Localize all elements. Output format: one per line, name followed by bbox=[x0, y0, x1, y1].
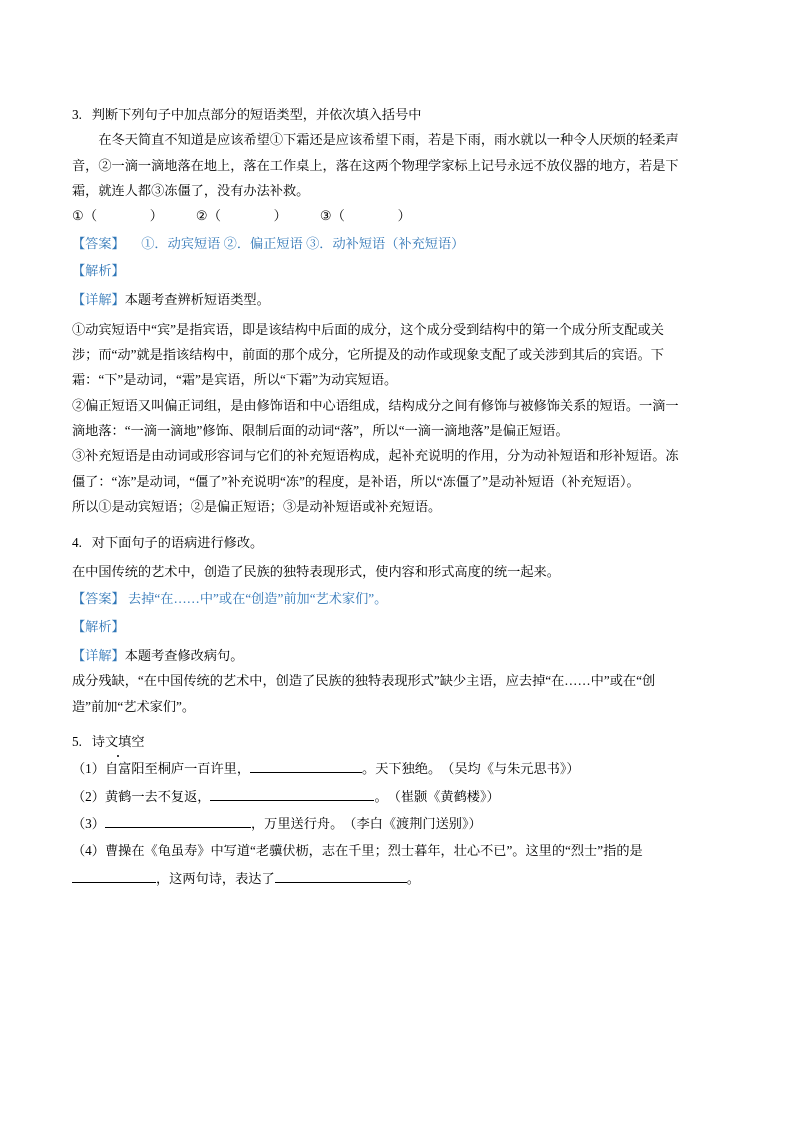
question-3-para4: 所以①是动宾短语；②是偏正短语；③是动补短语或补充短语。 bbox=[72, 499, 442, 515]
item-4-blank-2[interactable] bbox=[275, 882, 407, 883]
item-1-blank[interactable] bbox=[250, 772, 362, 773]
answer-tag: 【答案】 bbox=[72, 591, 125, 607]
question-5-item-3 bbox=[72, 811, 721, 836]
question-3-number: 3. bbox=[72, 107, 82, 122]
item-4-end: 。 bbox=[406, 870, 420, 886]
item-4-blank-1[interactable] bbox=[72, 882, 156, 883]
detail-tag: 【详解】 bbox=[72, 292, 125, 308]
question-4-prompt: 对下面句子的语病进行修改。 bbox=[91, 534, 264, 550]
item-3-mid: ，万里送行舟。 （李白《渡荆门送别》） bbox=[250, 815, 482, 831]
question-5-item-2 bbox=[72, 784, 721, 809]
question-3-para3-line-1: ③补充短语是由动词或形容词与它们的补充短语构成，起补充说明的作用，分为动补短语和形补短语。冻 bbox=[72, 448, 679, 464]
item-1-mid: 。天下独绝。 （吴均《与朱元思书》） bbox=[362, 761, 580, 777]
item-2-pre: （2）黄鹤一去不复返， bbox=[72, 788, 211, 804]
question-5-item-4-line-1: （4）曹操在《龟虽寿》中写道“老骥伏枥，志在千里；烈士暮年，壮心不已”。这里的“烈士”指的是 bbox=[72, 843, 643, 859]
question-4-analysis-tag: 【解析】 bbox=[72, 618, 125, 634]
question-3-para2-line-1: ②偏正短语又叫偏正词组，是由修饰语和中心语组成，结构成分之间有修饰与被修饰关系的短语。一滴一 bbox=[72, 397, 679, 413]
detail-tag: 【详解】 bbox=[72, 647, 125, 663]
question-3-heading bbox=[72, 102, 721, 127]
question-4-sentence: 在中国传统的艺术中，创造了民族的独特表现形式，使内容和形式高度的统一起来。 bbox=[72, 563, 560, 579]
question-3-passage-line-1: 在冬天简直不知道是应该希望①下霜还是应该希望下雨，若是下雨，雨水就以一种令人厌烦的轻柔声 bbox=[98, 132, 679, 148]
question-3-passage-line-2: 音，②一滴一滴地落在地上，落在工作桌上，落在这两个物理学家标上记号永远不放仪器的地方，若是下 bbox=[72, 157, 679, 173]
answer-tag: 【答案】 bbox=[72, 235, 125, 251]
item-3-pre: （3） bbox=[72, 815, 105, 831]
question-3-para1-line-2: 涉；而“动”就是指该结构中，前面的那个成分，它所提及的动作或现象支配了或关涉到其后的宾语。下 bbox=[72, 347, 664, 363]
question-5-heading bbox=[72, 729, 721, 754]
question-5-item-4-line-2 bbox=[72, 866, 721, 891]
answer-text: 去掉“在……中”或在“创造”前加“艺术家们”。 bbox=[128, 591, 388, 607]
question-3-para2-line-2: 滴地落：“一滴一滴地”修饰、限制后面的动词“落”，所以“一滴一滴地落”是偏正短语。 bbox=[72, 423, 569, 439]
answer-text: ①．动宾短语 ②．偏正短语 ③．动补短语（补充短语） bbox=[141, 235, 465, 251]
question-4-heading bbox=[72, 530, 721, 555]
question-3-prompt: 判断下列句子中加点部分的短语类型，并依次填入括号中 bbox=[91, 107, 422, 122]
item-2-blank[interactable] bbox=[210, 800, 374, 801]
question-4-number: 4. bbox=[72, 534, 82, 550]
question-4-detail-line-1: 成分残缺，“在中国传统的艺术中，创造了民族的独特表现形式”缺少主语，应去掉“在……中”或在“创 bbox=[72, 673, 656, 689]
detail-text: 本题考查修改病句。 bbox=[124, 647, 244, 663]
question-3-para1-line-1: ①动宾短语中“宾”是指宾语，即是该结构中后面的成分，这个成分受到结构中的第一个成分所支配或关 bbox=[72, 321, 664, 337]
question-5-prompt: 诗文填空 bbox=[92, 729, 145, 754]
detail-text: 本题考查辨析短语类型。 bbox=[124, 292, 270, 308]
question-5-number: 5. bbox=[72, 733, 82, 749]
question-3-answer bbox=[72, 231, 721, 256]
question-3-analysis-tag: 【解析】 bbox=[72, 263, 125, 279]
question-4-detail bbox=[72, 643, 721, 668]
item-3-blank[interactable] bbox=[105, 827, 251, 828]
item-2-mid: 。 （崔颢《黄鹤楼》） bbox=[374, 788, 500, 804]
item-4-mid: ，这两句诗，表达了 bbox=[156, 870, 275, 886]
question-3-passage-line-3: 霜，就连人都③冻僵了，没有办法补救。 bbox=[72, 183, 310, 199]
question-3-para3-line-2: 僵了：“冻”是动词，“僵了”补充说明“冻”的程度，是补语，所以“冻僵了”是动补短语（补充短语）。 bbox=[72, 473, 640, 489]
question-3-para1-line-3: 霜：“下”是动词，“霜”是宾语，所以“下霜”为动宾短语。 bbox=[72, 372, 398, 388]
question-3-blank-row: ①（ ） ②（ ） ③（ ） bbox=[72, 208, 411, 224]
question-5-item-1 bbox=[72, 756, 721, 781]
document-body bbox=[72, 102, 721, 891]
question-3-detail bbox=[72, 287, 721, 312]
item-1-pre: （1）自富阳至桐庐一百许里， bbox=[72, 761, 251, 777]
question-4-detail-line-2: 造”前加“艺术家们”。 bbox=[72, 698, 196, 714]
question-4-answer bbox=[72, 586, 721, 611]
